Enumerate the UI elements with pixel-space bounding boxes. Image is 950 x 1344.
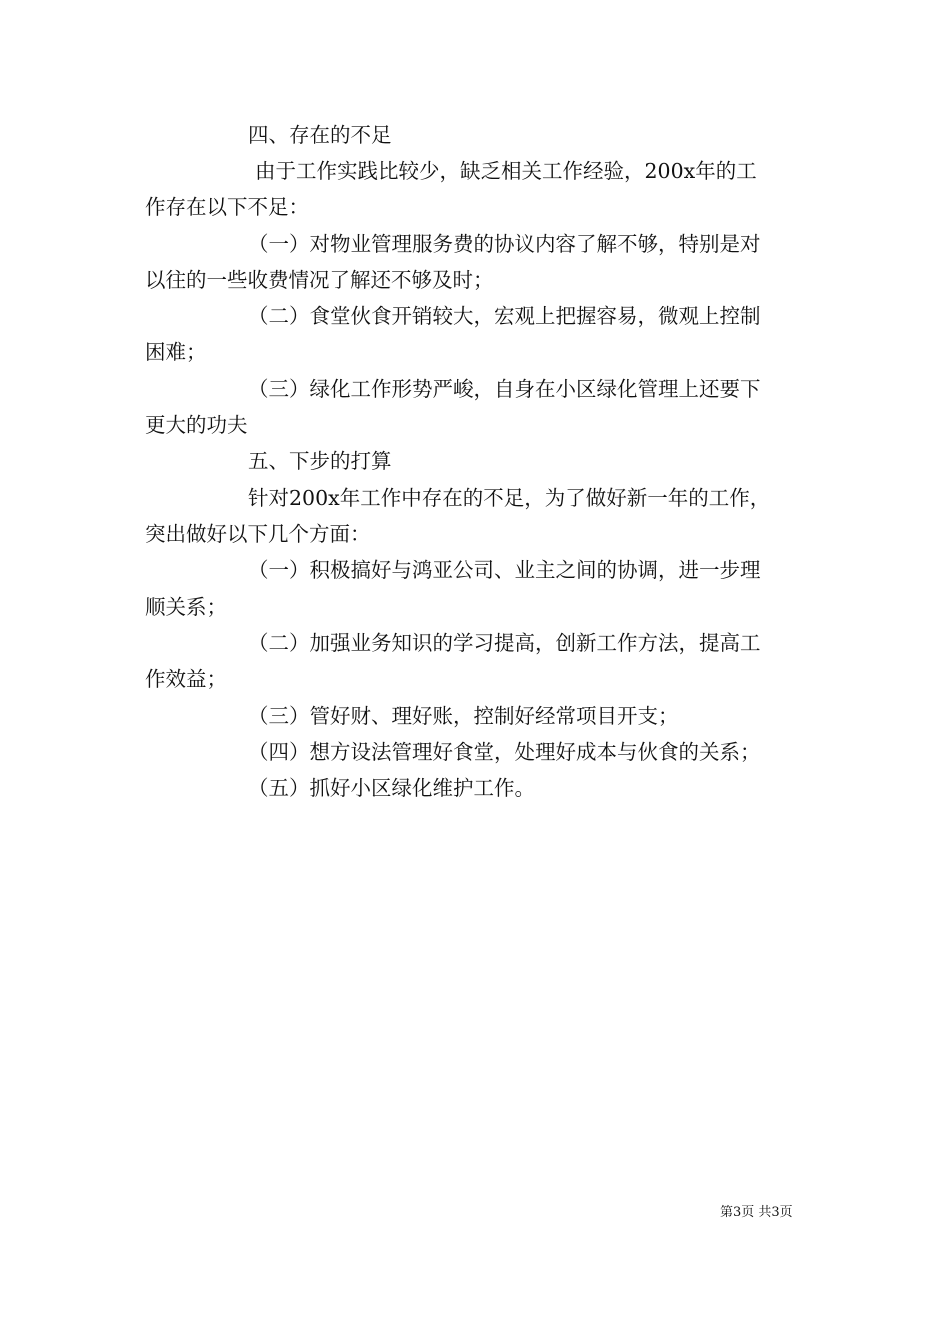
list-item-line: （五）抓好小区绿化维护工作。 [248, 776, 535, 800]
paragraph-line: 针对200x年工作中存在的不足，为了做好新一年的工作， [248, 486, 771, 510]
paragraph-line: 突出做好以下几个方面： [145, 522, 371, 546]
section-heading-next-steps: 五、下步的打算 [248, 449, 392, 473]
list-item-line: 顺关系； [145, 595, 227, 619]
list-item-line: （一）对物业管理服务费的协议内容了解不够，特别是对 [248, 232, 761, 256]
section-heading-shortcomings: 四、存在的不足 [248, 123, 392, 147]
list-item-line: （二）食堂伙食开销较大，宏观上把握容易，微观上控制 [248, 304, 761, 328]
page-number-footer: 第3页 共3页 [720, 1205, 793, 1220]
list-item-line: 更大的功夫 [145, 413, 248, 437]
paragraph-line: 由于工作实践比较少，缺乏相关工作经验，200x年的工 [255, 159, 757, 183]
list-item-line: （二）加强业务知识的学习提高，创新工作方法，提高工 [248, 631, 761, 655]
list-item-line: （三）管好财、理好账，控制好经常项目开支； [248, 704, 679, 728]
list-item-line: （四）想方设法管理好食堂，处理好成本与伙食的关系； [248, 740, 761, 764]
list-item-line: 困难； [145, 340, 207, 364]
list-item-line: 作效益； [145, 667, 227, 691]
paragraph-line: 作存在以下不足： [145, 195, 309, 219]
list-item-line: （三）绿化工作形势严峻，自身在小区绿化管理上还要下 [248, 377, 761, 401]
list-item-line: 以往的一些收费情况了解还不够及时； [145, 268, 494, 292]
list-item-line: （一）积极搞好与鸿亚公司、业主之间的协调，进一步理 [248, 558, 761, 582]
